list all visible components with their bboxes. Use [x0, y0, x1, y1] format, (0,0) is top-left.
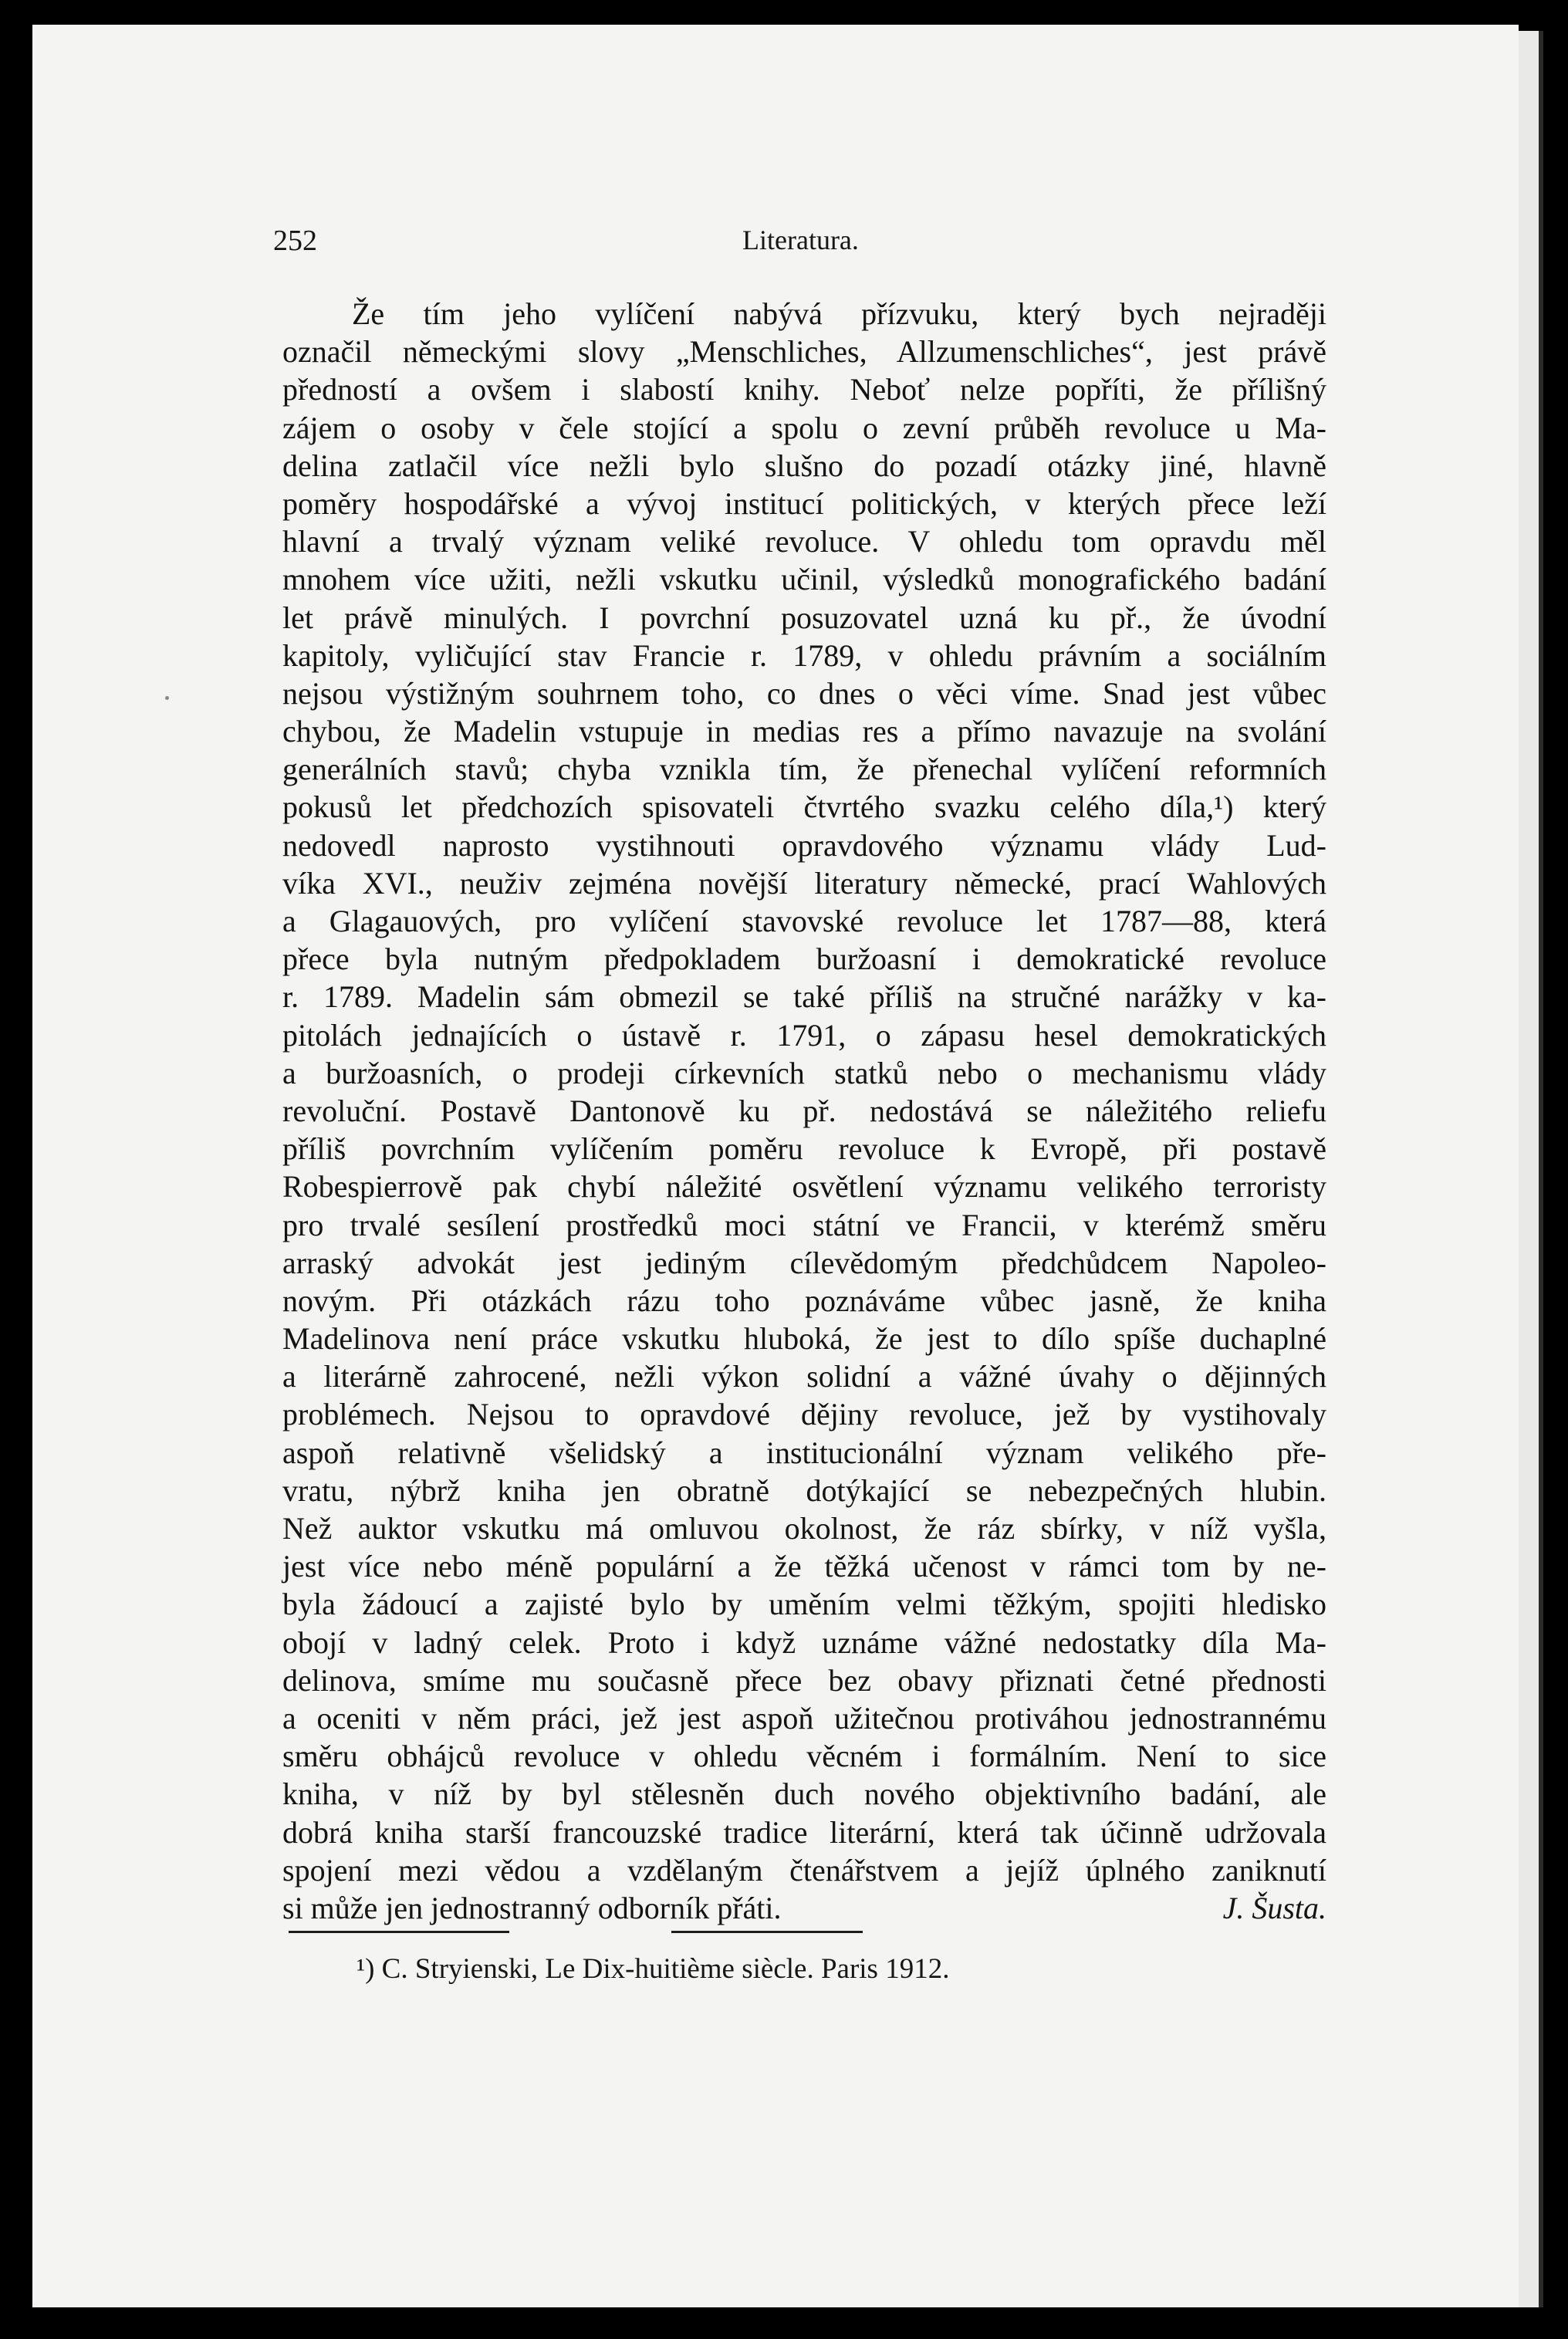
text-line: víka XVI., neuživ zejména novější literatury německé, prací Wahlových [282, 865, 1326, 901]
text-line: kniha, v níž by byl stělesněn duch nového objektivního badání, ale [282, 1776, 1326, 1812]
text-line: novým. Při otázkách rázu toho poznáváme vůbec jasně, že kniha [282, 1283, 1326, 1318]
text-line: aspoň relativně všelidský a institucionální význam velikého pře- [282, 1435, 1326, 1470]
text-line: a Glagauových, pro vylíčení stavovské revoluce let 1787—88, která [282, 904, 1326, 938]
text-line: pokusů let předchozích spisovateli čtvrtého svazku celého díla,¹) který [282, 789, 1326, 825]
text-line: poměry hospodářské a vývoj institucí politických, v kterých přece leží [282, 485, 1326, 521]
text-line: Než auktor vskutku má omluvou okolnost, že ráz sbírky, v níž vyšla, [282, 1511, 1326, 1546]
text-line: spojení mezi vědou a vzdělaným čtenářstvem a jejíž úplného zaniknutí [282, 1852, 1326, 1888]
text-line: revoluční. Postavě Dantonově ku př. nedostává se náležitého reliefu [282, 1093, 1326, 1128]
page-number: 252 [273, 225, 317, 257]
text-line: Že tím jeho vylíčení nabývá přízvuku, který bych nejraději [352, 296, 1326, 331]
text-line: předností a ovšem i slabostí knihy. Neboť nelze popříti, že přílišný [282, 372, 1326, 407]
text-line-last [282, 1889, 1326, 1927]
text-line: delina zatlačil více nežli bylo slušno do pozadí otázky jiné, hlavně [282, 448, 1326, 483]
text-line: příliš povrchním vylíčením poměru revoluce k Evropě, při postavě [282, 1131, 1326, 1167]
author-signature: J. Šusta. [1222, 1890, 1326, 1925]
text-line: a oceniti v něm práci, jež jest aspoň užitečnou protiváhou jednostrannému [282, 1700, 1326, 1736]
text-line: nedovedl naprosto vystihnouti opravdového významu vlády Lud- [282, 827, 1326, 863]
text-line: a literárně zahrocené, nežli výkon solidní a vážné úvahy o dějinných [282, 1359, 1326, 1394]
scan-speck [165, 696, 169, 700]
text-line: Robespierrově pak chybí náležité osvětlení významu velikého terroristy [282, 1169, 1326, 1205]
text-line: dobrá kniha starší francouzské tradice literární, která tak účinně udržovala [282, 1814, 1326, 1850]
footnote-rule [289, 1931, 509, 1933]
text-line: kapitoly, vyličující stav Francie r. 1789, v ohledu právním a sociálním [282, 637, 1326, 673]
text-line: a buržoasních, o prodeji církevních statků nebo o mechanismu vlády [282, 1055, 1326, 1090]
text-line: let právě minulých. I povrchní posuzovatel uzná ku př., že úvodní [282, 600, 1326, 635]
text-line: problémech. Nejsou to opravdové dějiny revoluce, jež by vystihovaly [282, 1397, 1326, 1432]
page-edge-strip [1519, 31, 1539, 2307]
text-line: vratu, nýbrž kniha jen obratně dotýkající se nebezpečných hlubin. [282, 1472, 1326, 1508]
text-line: obojí v ladný celek. Proto i když uznáme vážné nedostatky díla Ma- [282, 1624, 1326, 1660]
text-line: nejsou výstižným souhrnem toho, co dnes o věci víme. Snad jest vůbec [282, 675, 1326, 711]
text-line: generálních stavů; chyba vznikla tím, že přenechal vylíčení reformních [282, 752, 1326, 787]
text-line: hlavní a trvalý význam veliké revoluce. V ohledu tom opravdu měl [282, 524, 1326, 559]
text-line: r. 1789. Madelin sám obmezil se také příliš na stručné narážky v ka- [282, 979, 1326, 1015]
page-header [273, 224, 1326, 262]
text-line: delinova, smíme mu současně přece bez obavy přiznati četné přednosti [282, 1662, 1326, 1698]
text-line: pitolách jednajících o ústavě r. 1791, o zápasu hesel demokratických [282, 1017, 1326, 1053]
running-title: Literatura. [742, 225, 859, 255]
text-line: zájem o osoby v čele stojící a spolu o zevní průběh revoluce u Ma- [282, 410, 1326, 445]
text-line: jest více nebo méně populární a že těžká učenost v rámci tom by ne- [282, 1549, 1326, 1584]
body-text [282, 295, 1326, 1927]
text-line: směru obhájců revoluce v ohledu věcném i formálním. Není to sice [282, 1739, 1326, 1774]
text-line: přece byla nutným předpokladem buržoasní i demokratické revoluce [282, 941, 1326, 977]
last-line-text: si může jen jednostranný odborník přáti. [282, 1890, 782, 1925]
text-line: označil německými slovy „Menschliches, Allzumenschliches“, jest právě [282, 334, 1326, 370]
text-line: byla žádoucí a zajisté bylo by uměním velmi těžkým, spojiti hledisko [282, 1587, 1326, 1622]
footnote-text: C. Stryienski, Le Dix-huitième siècle. Paris 1912. [381, 1953, 950, 1985]
page-edge-shadow [1539, 31, 1543, 2307]
text-line: mnohem více užiti, nežli vskutku učinil, výsledků monografického badání [282, 562, 1326, 597]
footnote-rule-right [671, 1931, 863, 1933]
text-line: pro trvalé sesílení prostředků moci státní ve Francii, v kterémž směru [282, 1207, 1326, 1242]
footnote [357, 1952, 949, 1986]
text-line: Madelinova není práce vskutku hluboká, že jest to dílo spíše duchaplné [282, 1321, 1326, 1357]
text-line: chybou, že Madelin vstupuje in medias res a přímo navazuje na svolání [282, 714, 1326, 749]
footnote-marker: ¹) [357, 1953, 375, 1985]
text-line: arraský advokát jest jediným cílevědomým předchůdcem Napoleo- [282, 1245, 1326, 1280]
